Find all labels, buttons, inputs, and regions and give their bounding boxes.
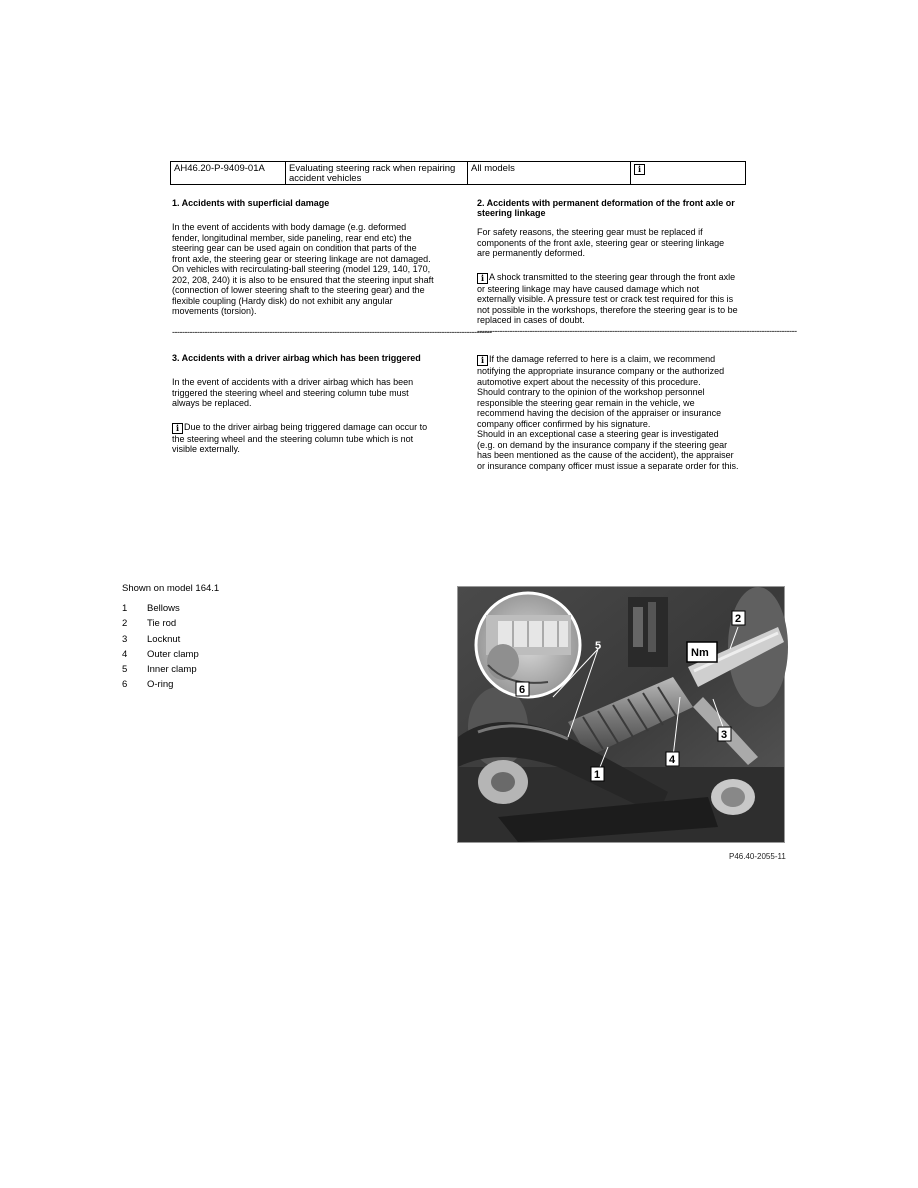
separator-right: -------------------------------------------------------------------------------------------------------------------------------- (477, 325, 797, 336)
info-icon: i (634, 164, 645, 175)
legend-num: 5 (122, 664, 128, 676)
section-2-p1: For safety reasons, the steering gear must be replaced if components of the front axle, steering gear or steering linkage are permanently deformed. (477, 227, 725, 258)
section-2-note-text: A shock transmitted to the steering gear through the front axle or steering linkage may have caused damage which not externally visible. A pressure test or crack test required for this is not possible in the workshops, therefore the steering gear is to be replaced in cases of doubt. (477, 271, 738, 325)
callout-1 (591, 767, 604, 781)
section-4-p2: Should contrary to the opinion of the workshop personnel responsible the steering gear remain in the vehicle, we recommend having the decision of the appraiser or insurance company officer confirmed by his signature. (477, 387, 722, 429)
legend-label: O-ring (147, 679, 174, 691)
detail-zoom-circle (476, 593, 580, 697)
legend-label: Tie rod (147, 618, 177, 630)
photo-illustration (458, 587, 784, 842)
callout-5-text: 5 (595, 640, 602, 652)
torque-label (687, 642, 717, 662)
legend-item (122, 632, 199, 647)
section-4-p3: Should in an exceptional case a steering gear is investigated (e.g. on demand by the insurance company if the steering gear has been mentioned as the cause of the accident), the appraiser or insurance company officer must issue a separate order for this. (477, 429, 739, 471)
legend-num: 1 (122, 603, 128, 614)
header-info-cell (631, 162, 745, 184)
doc-title: Evaluating steering rack when repairing accident vehicles (286, 162, 468, 184)
doc-id: AH46.20-P-9409-01A (171, 162, 286, 184)
legend-label: Outer clamp (147, 648, 199, 660)
section-3 (172, 353, 436, 465)
doc-models: All models (468, 162, 631, 184)
legend-title: Shown on model 164.1 (122, 583, 220, 594)
steering-rack-photo (457, 586, 785, 843)
callout-2-text: 2 (735, 613, 742, 625)
callout-4-text: 4 (669, 754, 676, 766)
callout-3 (718, 727, 731, 741)
info-icon: i (172, 423, 183, 434)
callout-4 (666, 752, 679, 766)
section-2-heading: 2. Accidents with permanent deformation of the front axle or steering linkage (477, 198, 735, 218)
legend-num: 2 (122, 618, 128, 630)
legend-item (122, 677, 199, 692)
legend-num: 3 (122, 633, 128, 645)
section-4 (477, 354, 739, 471)
callout-1-text: 1 (594, 769, 601, 781)
separator-left: -------------------------------------------------------------------------------------------------------------------------------- (172, 326, 492, 337)
legend-label: Bellows (147, 603, 180, 614)
callout-6-text: 6 (519, 684, 526, 696)
section-2-note (477, 272, 739, 326)
section-4-note-text: If the damage referred to here is a claim, we recommend notifying the appropriate insurance company or the authorized automotive expert about the necessity of this procedure. (477, 354, 725, 387)
callout-3-text: 3 (721, 729, 728, 741)
callout-6 (516, 682, 529, 696)
legend-label: Inner clamp (147, 664, 197, 676)
legend-item (122, 647, 199, 662)
figure-caption: P46.40-2055-11 (729, 852, 786, 861)
info-icon: i (477, 355, 488, 366)
section-3-heading: 3. Accidents with a driver airbag which has been triggered (172, 353, 421, 363)
legend-list (122, 601, 199, 693)
torque-label-text: Nm (691, 647, 709, 659)
callout-2 (732, 611, 745, 625)
info-icon: i (477, 273, 488, 284)
legend-label: Locknut (147, 633, 181, 645)
callout-5 (595, 640, 601, 652)
section-1-heading: 1. Accidents with superficial damage (172, 198, 330, 208)
section-1 (172, 198, 492, 337)
legend-num: 6 (122, 679, 128, 691)
legend-item (122, 601, 199, 616)
section-3-note (172, 422, 436, 455)
section-3-p1: In the event of accidents with a driver airbag which has been triggered the steering wheel and steering column tube must always be replaced. (172, 377, 414, 408)
section-2 (477, 198, 797, 336)
legend-item (122, 616, 199, 631)
section-3-note-text: Due to the driver airbag being triggered damage can occur to the steering wheel and the steering column tube which is not visible externally. (172, 421, 428, 454)
section-4-note (477, 354, 739, 387)
header-table (170, 161, 746, 185)
legend-num: 4 (122, 648, 128, 660)
section-1-p1: In the event of accidents with body damage (e.g. deformed fender, longitudinal member, side paneling, rear end etc) the steering gear can be used again on condition that parts of the front axle, the steering gear or steering linkage are not damaged. (172, 222, 431, 264)
legend-item (122, 662, 199, 677)
section-1-p2: On vehicles with recirculating-ball steering (model 129, 140, 170, 202, 208, 240) it is also to be ensured that the steering input shaft (connection of lower steering shaft to the steering gear) and the flexible coupling (Hardy disk) do not exhibit any angular movements (torsion). (172, 264, 434, 316)
